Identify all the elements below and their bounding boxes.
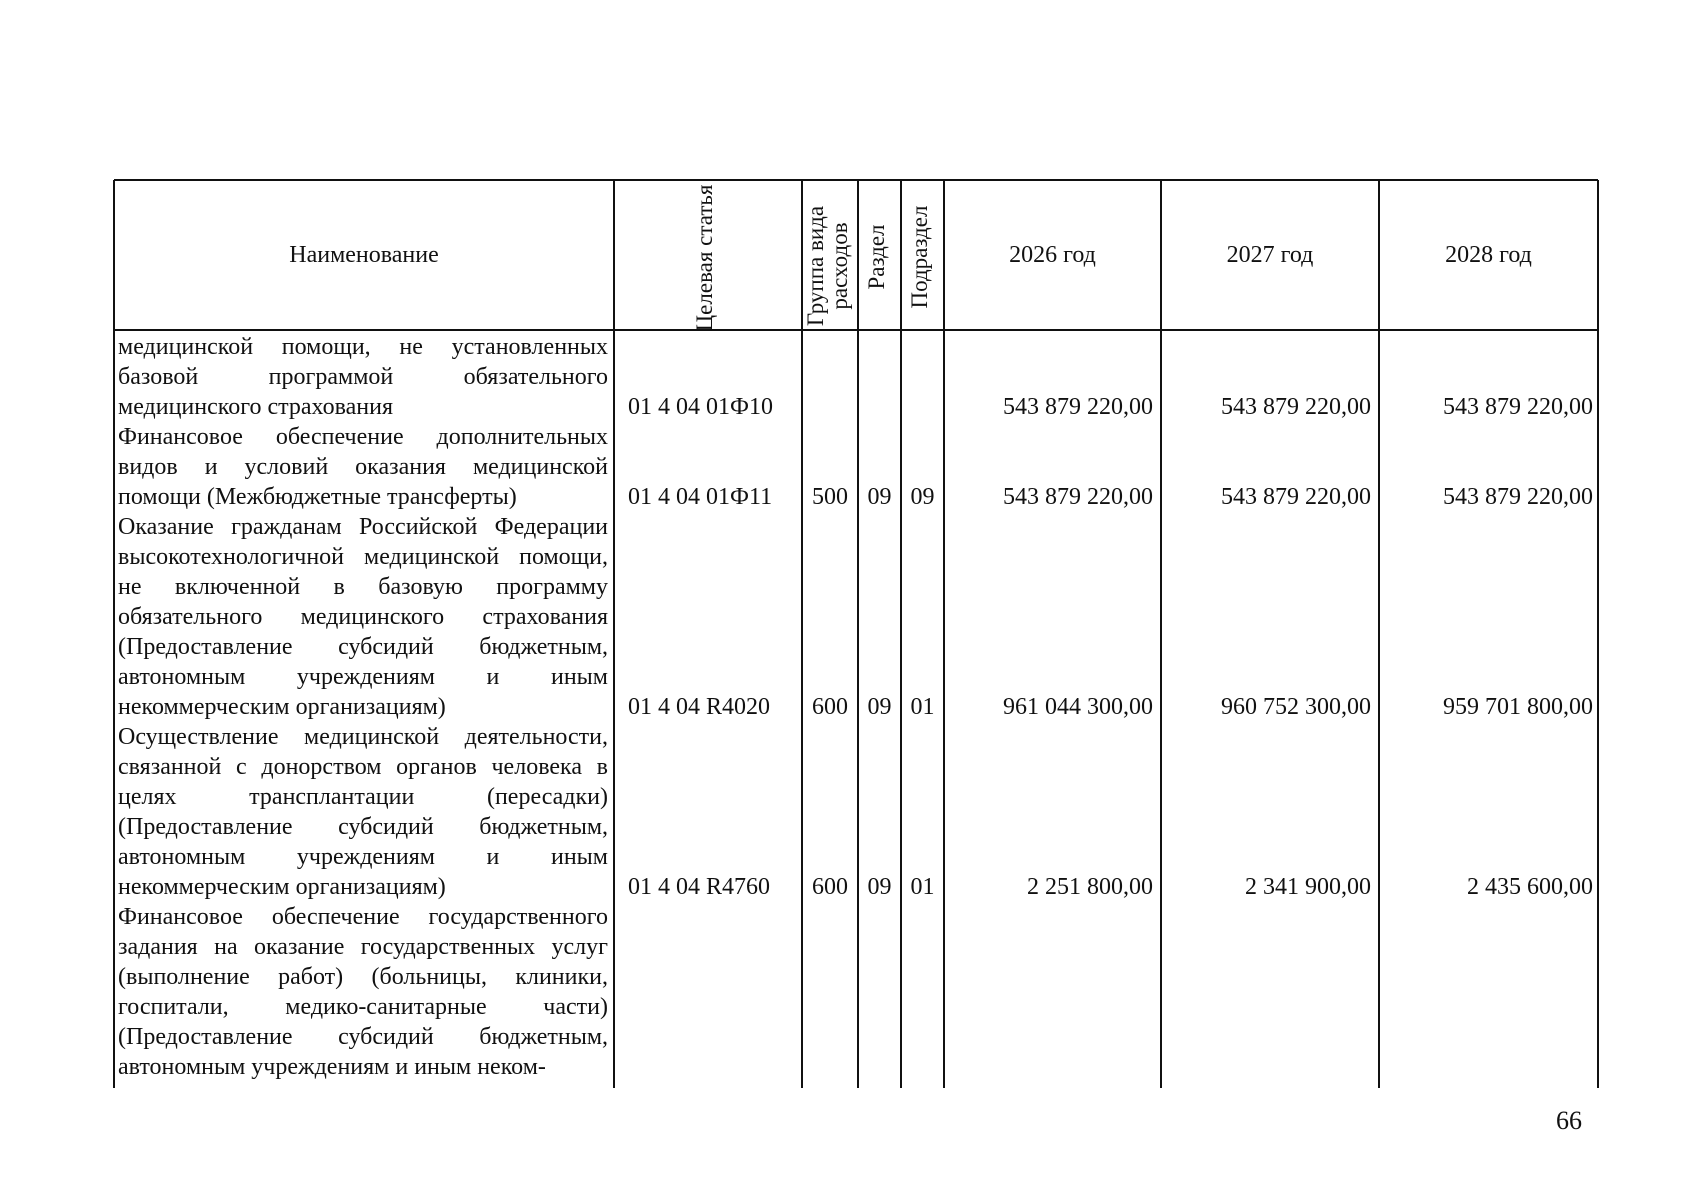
header-section: Раздел [864,224,889,290]
row-2028: 2 435 600,00 [1467,874,1593,900]
row-2026: 961 044 300,00 [1003,694,1153,720]
row-subsection: 01 [910,874,935,900]
page-number: 66 [1556,1106,1582,1135]
row-subsection: 09 [910,484,935,510]
row-article: 01 4 04 01Ф11 [628,484,773,510]
row-name: Оказание гражданам Российской Федерации высокотехнологичной медицинской помощи, не включенной в базовую программу обязательного медицинского страхования (Предоставление субсидий бюджетным, автономным учреждениям и иным некоммерческим организациям) [118,514,608,720]
row-2027: 543 879 220,00 [1221,484,1371,510]
header-2028: 2028 год [1445,242,1532,268]
row-name: Финансовое обеспечение дополнительных видов и условий оказания медицинской помощи (Межбюджетные трансферты) [118,424,608,510]
row-2026: 543 879 220,00 [1003,394,1153,420]
row-name: Финансовое обеспечение государственного задания на оказание государственных услуг (выполнение работ) (больницы, клиники, госпитали, медико-санитарные части) (Предоставление субсидий бюджетным, автономным учреждениям и иным неком- [118,904,608,1080]
row-subsection: 01 [910,694,935,720]
row-section: 09 [867,874,892,900]
header-subsection: Подраздел [907,205,932,309]
header-name: Наименование [289,242,439,268]
row-2026: 543 879 220,00 [1003,484,1153,510]
row-2028: 543 879 220,00 [1443,484,1593,510]
row-group: 600 [812,694,848,720]
row-name: медицинской помощи, не установленных базовой программой обязательного медицинского страхования [118,334,608,420]
header-target-article-text: Целевая статья [692,184,717,332]
header-target-article [693,178,723,338]
row-group: 500 [812,484,848,510]
row-2028: 959 701 800,00 [1443,694,1593,720]
row-name: Осуществление медицинской деятельности, связанной с донорством органов человека в целях трансплантации (пересадки) (Предоставление субсидий бюджетным, автономным учреждениям и иным некоммерческим организациям) [118,724,608,900]
row-2027: 960 752 300,00 [1221,694,1371,720]
header-expense-group: Группа вида расходов [803,205,852,327]
row-article: 01 4 04 01Ф10 [628,394,773,420]
row-2027: 2 341 900,00 [1245,874,1371,900]
row-section: 09 [867,694,892,720]
row-group: 600 [812,874,848,900]
row-article: 01 4 04 R4020 [628,694,771,720]
row-article: 01 4 04 R4760 [628,874,771,900]
header-2026: 2026 год [1009,242,1096,268]
row-2026: 2 251 800,00 [1027,874,1153,900]
row-2027: 543 879 220,00 [1221,394,1371,420]
row-2028: 543 879 220,00 [1443,394,1593,420]
row-section: 09 [867,484,892,510]
header-2027: 2027 год [1226,242,1314,268]
